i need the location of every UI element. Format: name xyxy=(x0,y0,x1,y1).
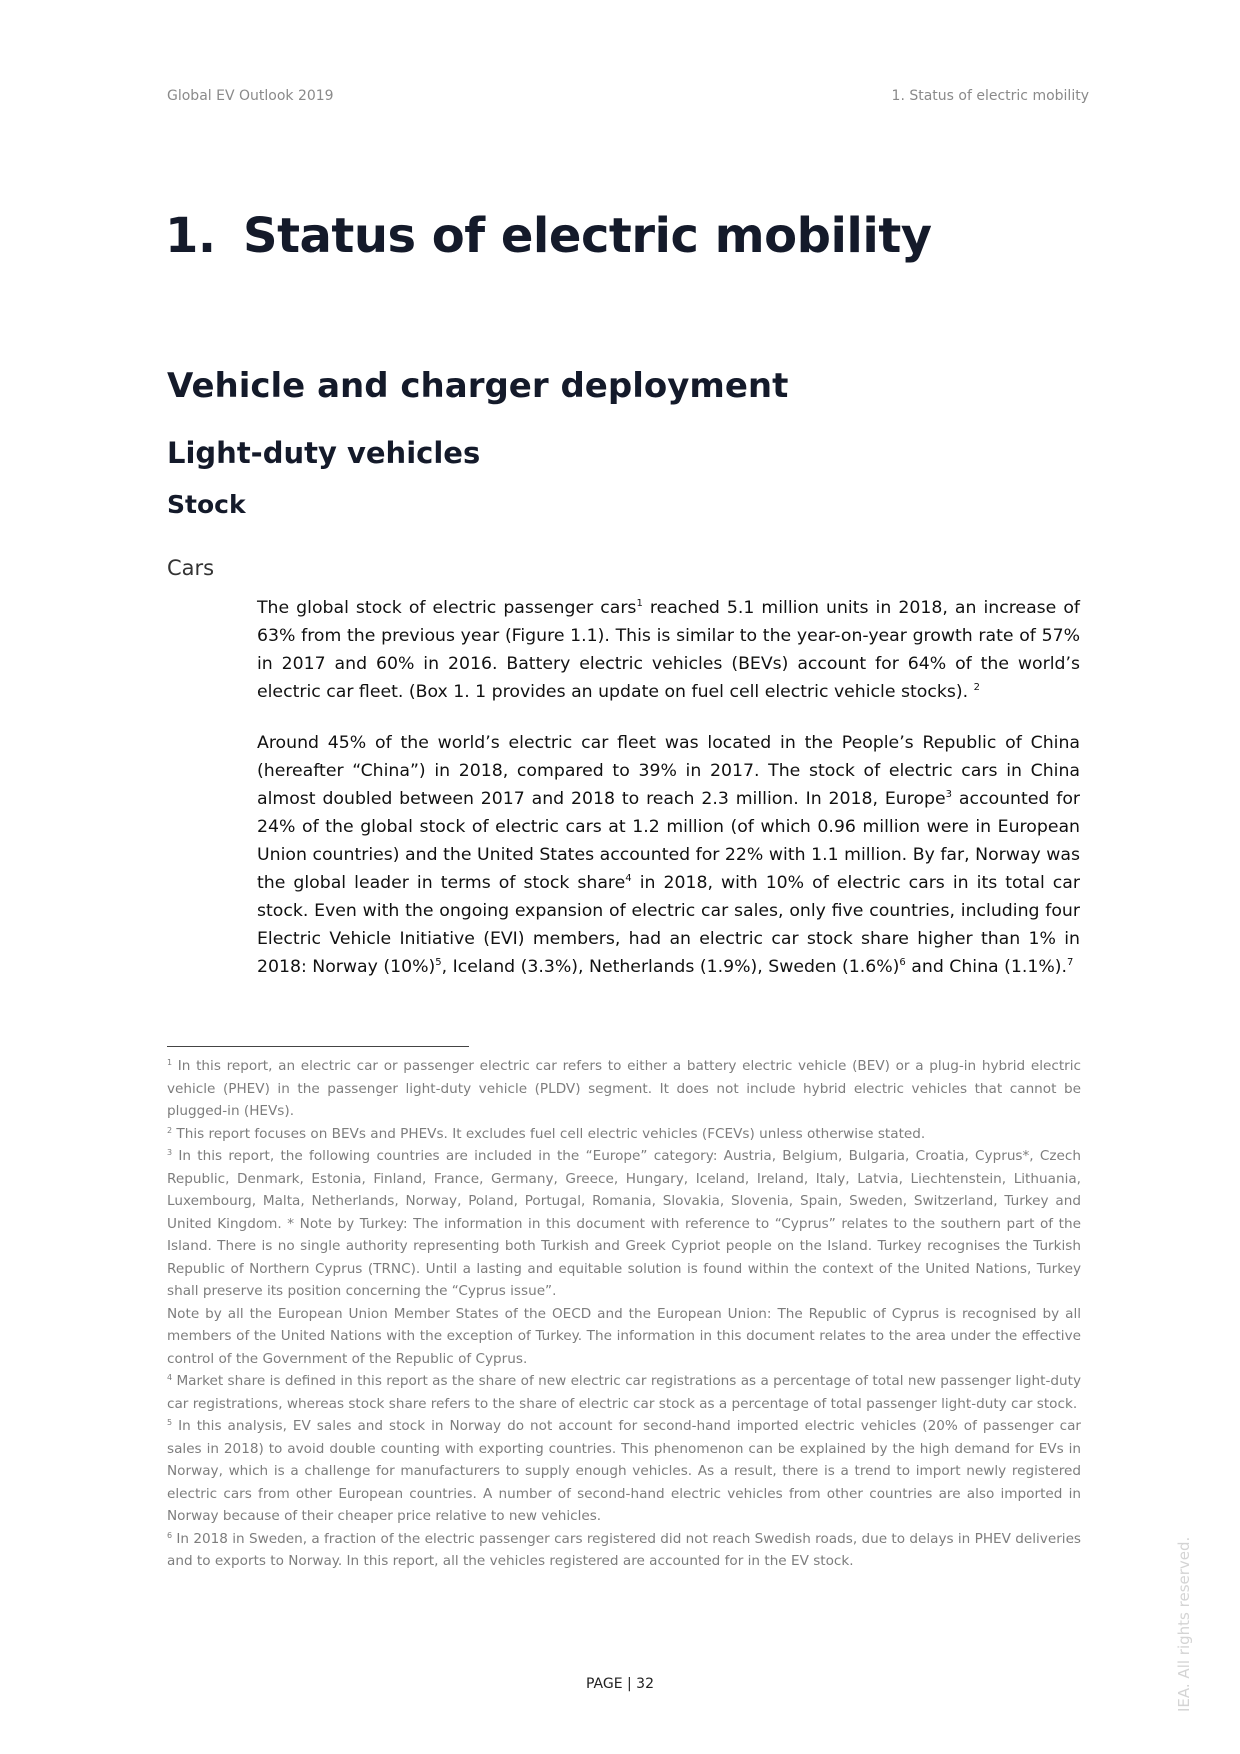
paragraph-text: accounted for 24% of the global stock of electric cars at 1.2 million (of which 0.96 million were in European Union countries) and the United States accounted for 22% with 1.1 million. By far, Norway was the global leader in terms of stock share xyxy=(257,789,1080,893)
footnote-mark: 3 xyxy=(167,1148,173,1157)
chapter-title-text: Status of electric mobility xyxy=(243,208,932,264)
footnote-text: Market share is defined in this report as the share of new electric car registrations as a percentage of total new passenger light-duty car registrations, whereas stock share refers to the share of electric car stock as a percentage of total passenger light-duty car stock. xyxy=(167,1373,1081,1412)
footnotes xyxy=(167,1055,1081,1573)
copyright-watermark: IEA. All rights reserved. xyxy=(1175,1536,1193,1712)
chapter-title xyxy=(165,208,932,264)
section-heading: Vehicle and charger deployment xyxy=(167,366,789,406)
footnote-ref[interactable]: 4 xyxy=(625,873,632,884)
footnote-text: Note by all the European Union Member States of the OECD and the European Union: The Republic of Cyprus is recognised by all members of the United Nations with the exception of Turkey. The information in this document relates to the area under the effective control of the Government of the Republic of Cyprus. xyxy=(167,1305,1081,1367)
footnote-mark: 4 xyxy=(167,1373,173,1382)
subsubsection-heading: Stock xyxy=(167,490,246,519)
footnote-ref[interactable]: 2 xyxy=(973,682,980,693)
footnote-text: In this report, an electric car or passenger electric car refers to either a battery electric vehicle (BEV) or a plug-in hybrid electric vehicle (PHEV) in the passenger light-duty vehicle (PLDV) segment. It does not include hybrid electric vehicles that cannot be plugged-in (HEVs). xyxy=(167,1058,1081,1119)
running-header-left: Global EV Outlook 2019 xyxy=(167,88,334,104)
footnote-ref[interactable]: 6 xyxy=(899,957,906,968)
minor-heading: Cars xyxy=(167,556,215,580)
footnote-mark: 5 xyxy=(167,1418,173,1427)
footnote-text: This report focuses on BEVs and PHEVs. It excludes fuel cell electric vehicles (FCEVs) unless otherwise stated. xyxy=(172,1125,926,1142)
footnote-ref[interactable]: 7 xyxy=(1067,957,1074,968)
footnote-divider xyxy=(167,1046,469,1047)
footnote-mark: 1 xyxy=(167,1058,173,1067)
body-paragraph-2 xyxy=(257,729,1080,981)
footnote xyxy=(167,1145,1081,1303)
footnote-text: In this analysis, EV sales and stock in Norway do not account for second-hand imported electric vehicles (20% of passenger car sales in 2018) to avoid double counting with exporting countries. This phenomenon can be explained by the high demand for EVs in Norway, which is a challenge for manufacturers to supply enough vehicles. As a result, there is a trend to import newly registered electric cars from other European countries. A number of second-hand electric vehicles from other countries are also imported in Norway because of their cheaper price relative to new vehicles. xyxy=(167,1418,1081,1524)
footnote-mark: 2 xyxy=(167,1125,173,1135)
footnote-text: In 2018 in Sweden, a fraction of the electric passenger cars registered did not reach Swedish roads, due to delays in PHEV deliveries and to exports to Norway. In this report, all the vehicles registered are accounted for in the EV stock. xyxy=(167,1530,1082,1569)
footnote xyxy=(167,1528,1081,1573)
paragraph-text: The global stock of electric passenger cars xyxy=(257,598,637,618)
footnote xyxy=(167,1415,1081,1528)
running-header-right: 1. Status of electric mobility xyxy=(891,88,1089,104)
footnote-ref[interactable]: 5 xyxy=(435,957,442,968)
footnote-mark: 6 xyxy=(167,1530,173,1540)
paragraph-text: and China (1.1%). xyxy=(905,957,1068,977)
chapter-number: 1. xyxy=(165,208,216,264)
footnote-ref[interactable]: 1 xyxy=(636,598,643,609)
paragraph-text: reached 5.1 million units in 2018, an increase of 63% from the previous year (Figure 1.1). This is similar to the year-on-year growth rate of 57% in 2017 and 60% in 2016. Battery electric vehicles (BEVs) account for 64% of the world’s electric car fleet. (Box 1. 1 provides an update on fuel cell electric vehicle stocks). xyxy=(257,598,1080,702)
footnote-ref[interactable]: 3 xyxy=(945,789,953,800)
footnote-text: In this report, the following countries are included in the “Europe” category: Austria, Belgium, Bulgaria, Croatia, Cyprus*, Czech Republic, Denmark, Estonia, Finland, France, Germany, Greece, Hungary, Iceland, Ireland, Italy, Latvia, Liechtenstein, Lithuania, Luxembourg, Malta, Netherlands, Norway, Poland, Portugal, Romania, Slovakia, Slovenia, Spain, Sweden, Switzerland, Turkey and United Kingdom. * Note by Turkey: The information in this document with reference to “Cyprus” relates to the southern part of the Island. There is no single authority representing both Turkish and Greek Cypriot people on the Island. Turkey recognises the Turkish Republic of Northern Cyprus (TRNC). Until a lasting and equitable solution is found within the context of the United Nations, Turkey shall preserve its position concerning the “Cyprus issue”. xyxy=(167,1148,1081,1299)
paragraph-text: Around 45% of the world’s electric car fleet was located in the People’s Republic of China (hereafter “China”) in 2018, compared to 39% in 2017. The stock of electric cars in China almost doubled between 2017 and 2018 to reach 2.3 million. In 2018, Europe xyxy=(257,733,1080,809)
body-paragraph-1 xyxy=(257,594,1080,706)
footnote xyxy=(167,1370,1081,1415)
footnote xyxy=(167,1055,1081,1123)
footnote xyxy=(167,1123,1081,1146)
paragraph-text: , Iceland (3.3%), Netherlands (1.9%), Sweden (1.6%) xyxy=(441,957,900,977)
footnote xyxy=(167,1303,1081,1371)
paragraph-text: in 2018, with 10% of electric cars in its total car stock. Even with the ongoing expansion of electric car sales, only five countries, including four Electric Vehicle Initiative (EVI) members, had an electric car stock share higher than 1% in 2018: Norway (10%) xyxy=(257,873,1081,977)
subsection-heading: Light-duty vehicles xyxy=(167,436,481,470)
page-number: PAGE | 32 xyxy=(585,1676,654,1692)
